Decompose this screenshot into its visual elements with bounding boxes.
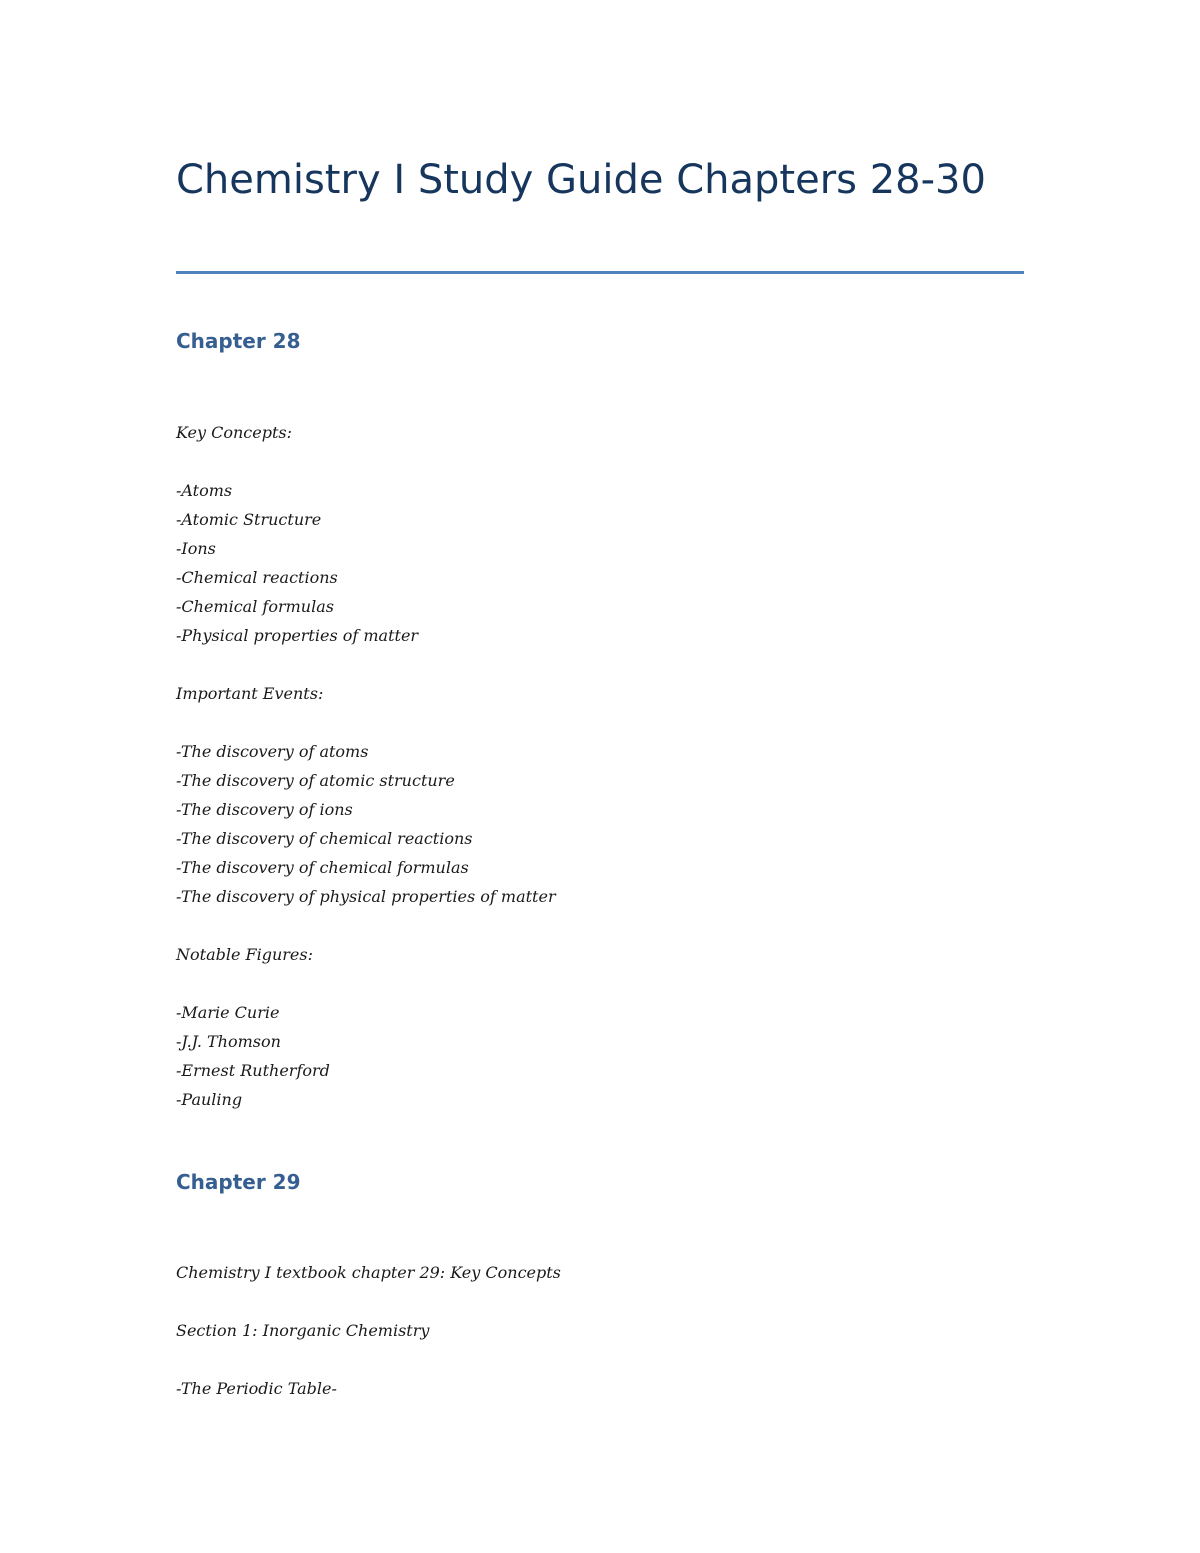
key-concept-item: -Chemical reactions [176, 568, 338, 587]
notable-figure-item: -Pauling [176, 1090, 243, 1109]
important-events-label: Important Events: [176, 684, 324, 703]
notable-figure-item: -Marie Curie [176, 1003, 280, 1022]
key-concept-item: -Atomic Structure [176, 510, 322, 529]
notable-figure-item: -J.J. Thomson [176, 1032, 281, 1051]
document-title: Chemistry I Study Guide Chapters 28-30 [176, 157, 986, 203]
key-concept-item: -Atoms [176, 481, 233, 500]
key-concept-item: -Physical properties of matter [176, 626, 419, 645]
important-event-item: -The discovery of physical properties of matter [176, 887, 556, 906]
important-event-item: -The discovery of chemical formulas [176, 858, 469, 877]
key-concept-item: -Chemical formulas [176, 597, 334, 616]
important-event-item: -The discovery of atoms [176, 742, 369, 761]
chapter-29-heading: Chapter 29 [176, 1170, 301, 1194]
notable-figures-label: Notable Figures: [176, 945, 313, 964]
chapter-29-intro: Chemistry I textbook chapter 29: Key Concepts [176, 1263, 561, 1282]
section-1-heading: Section 1: Inorganic Chemistry [176, 1321, 430, 1340]
key-concept-item: -Ions [176, 539, 216, 558]
notable-figure-item: -Ernest Rutherford [176, 1061, 330, 1080]
important-event-item: -The discovery of atomic structure [176, 771, 455, 790]
chapter-28-heading: Chapter 28 [176, 329, 301, 353]
important-event-item: -The discovery of ions [176, 800, 353, 819]
key-concepts-label: Key Concepts: [176, 423, 292, 442]
periodic-table-item: -The Periodic Table- [176, 1379, 337, 1398]
important-event-item: -The discovery of chemical reactions [176, 829, 473, 848]
title-underline [176, 271, 1024, 274]
